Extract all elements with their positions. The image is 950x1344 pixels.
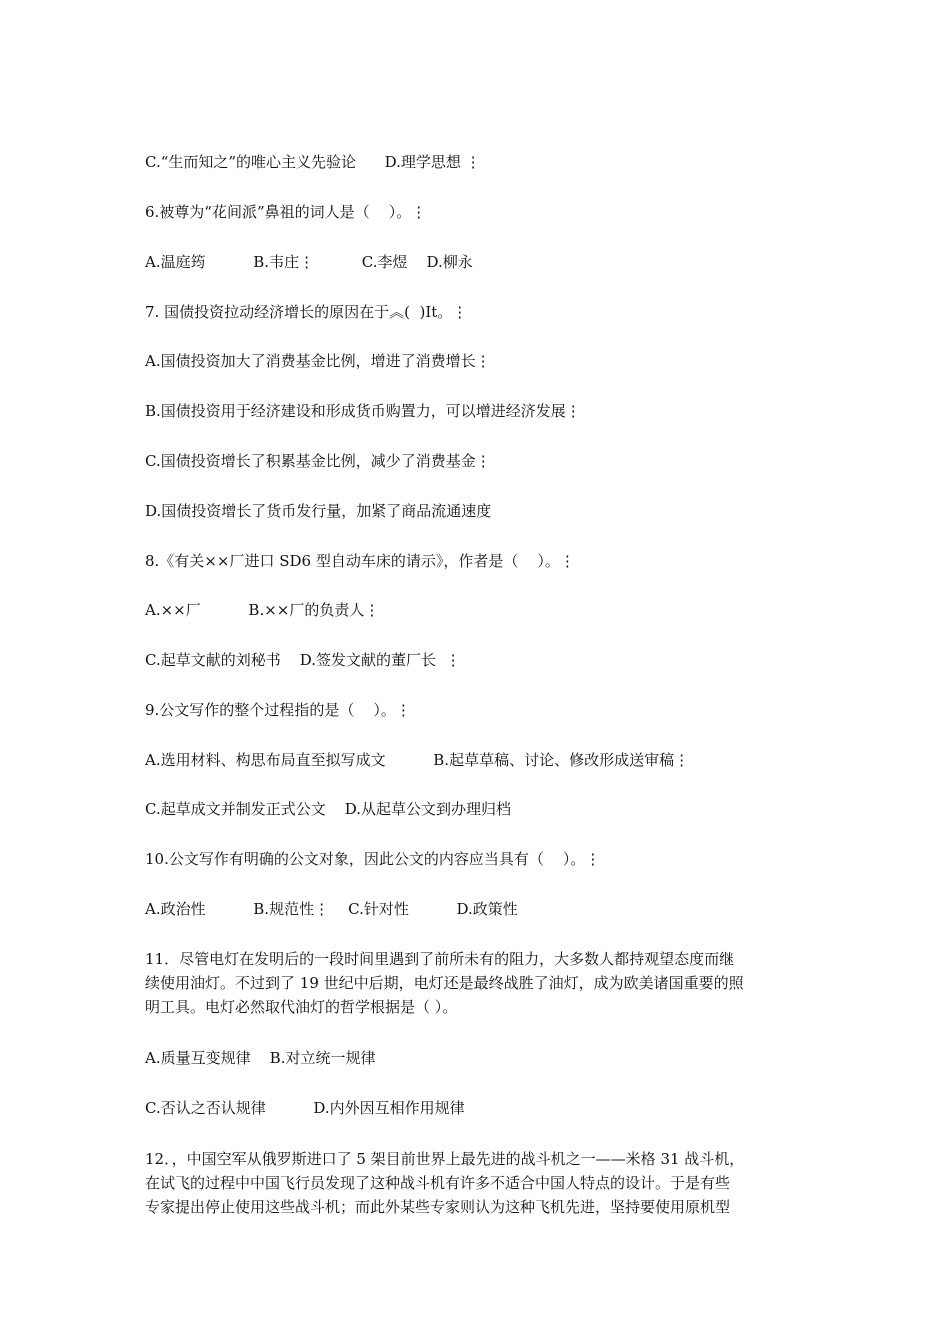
question-12-line-3: 专家提出停止使用这些战斗机；而此外某些专家则认为这种飞机先进，坚持要使用原机型 [145,1198,731,1216]
question-12-line-1: 12．，中国空军从俄罗斯进口了 5 架目前世界上最先进的战斗机之一——米格 31 战斗机， [145,1150,745,1168]
question-8-options-cd: C.起草文献的刘秘书 D.签发文献的董厂长 ⋮ [145,651,461,669]
question-11-line-1: 11．尽管电灯在发明后的一段时间里遇到了前所未有的阻力，大多数人都持观望态度而继 [145,950,735,968]
question-9-options-cd: C.起草成文并制发正式公文 D.从起草公文到办理归档 [145,800,512,818]
question-7-option-d: D.国债投资增长了货币发行量，加紧了商品流通速度 [145,502,492,520]
question-10-options: A.政治性 B.规范性⋮ C.针对性 D.政策性 [145,900,518,918]
question-12 [145,1147,810,1219]
option-line-c-d: C.“生而知之”的唯心主义先验论 D.理学思想 ⋮ [145,153,481,171]
question-7-option-a: A.国债投资加大了消费基金比例，增进了消费增长⋮ [145,352,491,370]
question-11-options-cd: C.否认之否认规律 D.内外因互相作用规律 [145,1099,465,1117]
question-6-options: A.温庭筠 B.韦庄⋮ C.李煜 D.柳永 [145,253,473,271]
question-11-line-3: 明工具。电灯必然取代油灯的哲学根据是（ ）。 [145,998,458,1016]
question-7-option-b: B.国债投资用于经济建设和形成货币购置力，可以增进经济发展⋮ [145,402,581,420]
question-9: 9.公文写作的整个过程指的是（ ）。⋮ [145,701,411,719]
question-12-line-2: 在试飞的过程中中国飞行员发现了这种战斗机有许多不适合中国人特点的设计。于是有些 [145,1174,731,1192]
question-8-options-ab: A.××厂 B.××厂的负责人⋮ [145,601,380,619]
question-11 [145,947,810,1019]
question-6: 6.被尊为“花间派”鼻祖的词人是（ ）。⋮ [145,203,427,221]
question-8: 8.《有关××厂进口 SD6 型自动车床的请示》，作者是（ ）。⋮ [145,552,575,570]
question-7: 7. 国债投资拉动经济增长的原因在于︽( )It。⋮ [145,303,468,321]
question-11-line-2: 续使用油灯。不过到了 19 世纪中后期，电灯还是最终战胜了油灯，成为欧美诸国重要的照 [145,974,744,992]
question-7-option-c: C.国债投资增长了积累基金比例，减少了消费基金⋮ [145,452,491,470]
question-11-options-ab: A.质量互变规律 B.对立统一规律 [145,1049,376,1067]
question-10: 10.公文写作有明确的公文对象，因此公文的内容应当具有（ ）。⋮ [145,850,601,868]
question-9-options-ab: A.选用材料、构思布局直至拟写成文 B.起草草稿、讨论、修改形成送审稿⋮ [145,751,690,769]
